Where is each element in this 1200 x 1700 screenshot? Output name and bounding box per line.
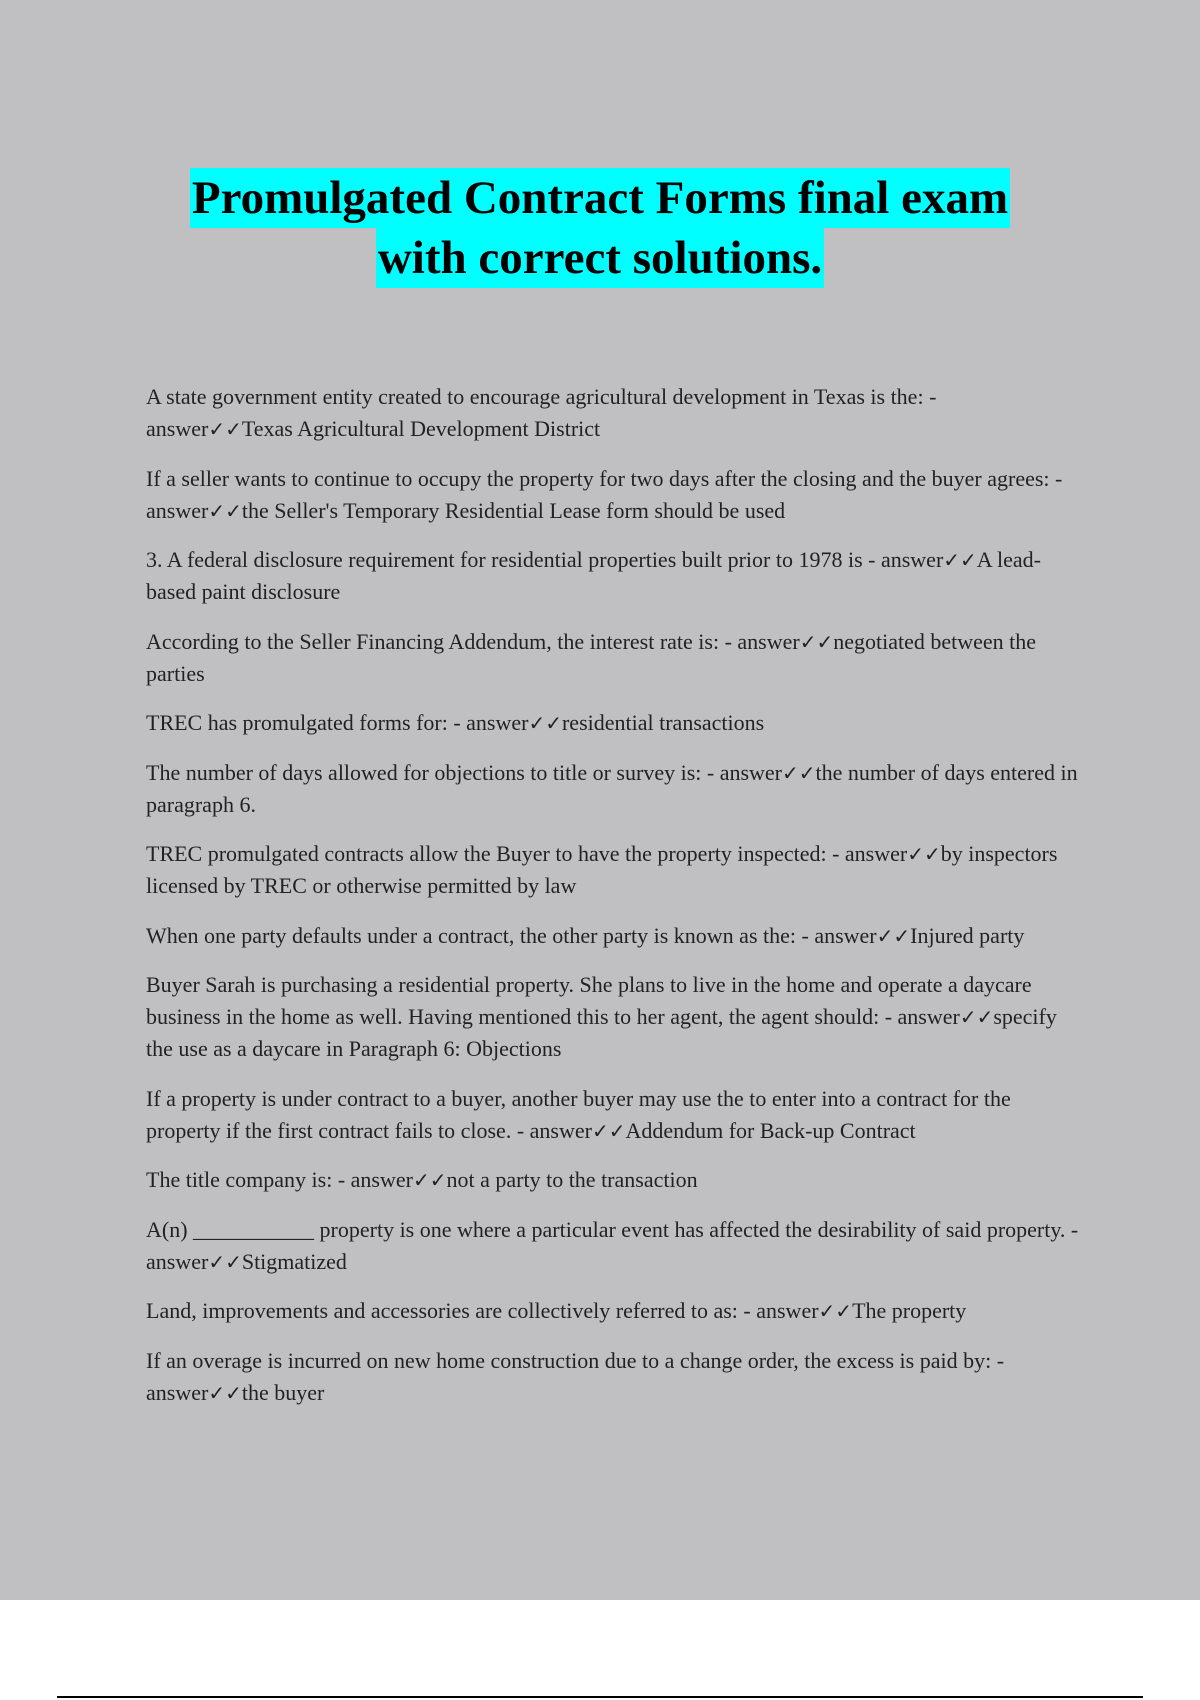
question-text: TREC has promulgated forms for: - answer bbox=[146, 710, 529, 735]
checkmark-icon: ✓✓ bbox=[959, 1005, 994, 1029]
question-text: If a seller wants to continue to occupy the property for two days after the closing and the buyer agrees: - answer bbox=[146, 465, 1063, 523]
answer-text: The property bbox=[852, 1298, 967, 1323]
qa-item-3 bbox=[146, 544, 1086, 608]
answer-text: the Seller's Temporary Residential Lease form should be used bbox=[241, 497, 786, 523]
checkmark-icon: ✓✓ bbox=[208, 498, 242, 523]
question-text: If a property is under contract to a buyer, another buyer may use the to enter into a contract for the property if the first contract fails to close. - answer bbox=[146, 1085, 1011, 1143]
question-text: Buyer Sarah is purchasing a residential property. She plans to live in the home and operate a daycare business in the home as well. Having mentioned this to her agent, the agent should: - answer bbox=[146, 972, 1032, 1029]
checkmark-icon: ✓✓ bbox=[782, 760, 816, 785]
question-text: TREC promulgated contracts allow the Buyer to have the property inspected: - answer bbox=[146, 841, 908, 866]
question-text: The number of days allowed for objections to title or survey is: - answer bbox=[146, 759, 783, 785]
qa-item-6 bbox=[146, 757, 1086, 821]
checkmark-icon: ✓✓ bbox=[591, 1118, 626, 1143]
qa-item-8 bbox=[146, 920, 1086, 952]
answer-text: negotiated between the parties bbox=[146, 628, 1037, 686]
qa-item-1 bbox=[146, 381, 1086, 445]
page-title-line-2: with correct solutions. bbox=[376, 228, 824, 288]
answer-text: Texas Agricultural Development District bbox=[241, 416, 601, 441]
answer-text: by inspectors licensed by TREC or otherwise permitted by law bbox=[146, 841, 1058, 898]
page-title-line-1: Promulgated Contract Forms final exam bbox=[190, 168, 1010, 228]
answer-text: Addendum for Back-up Contract bbox=[625, 1117, 916, 1143]
checkmark-icon: ✓✓ bbox=[412, 1168, 447, 1192]
answer-text: not a party to the transaction bbox=[446, 1167, 698, 1192]
question-text: A state government entity created to encourage agricultural development in Texas is the: - answer bbox=[146, 384, 937, 441]
qa-item-4 bbox=[146, 626, 1086, 690]
checkmark-icon: ✓✓ bbox=[208, 1249, 242, 1274]
question-text: A(n) ___________ property is one where a particular event has affected the desirability of said property. - answer bbox=[146, 1216, 1079, 1274]
question-text: If an overage is incurred on new home construction due to a change order, the excess is paid by: - answer bbox=[146, 1347, 1005, 1405]
question-text: According to the Seller Financing Addendum, the interest rate is: - answer bbox=[146, 628, 800, 654]
checkmark-icon: ✓✓ bbox=[818, 1299, 853, 1323]
checkmark-icon: ✓✓ bbox=[943, 548, 977, 572]
answer-text: the buyer bbox=[241, 1379, 325, 1405]
checkmark-icon: ✓✓ bbox=[907, 842, 941, 866]
qa-item-11 bbox=[146, 1164, 1086, 1196]
answer-text: A lead-based paint disclosure bbox=[146, 547, 1041, 604]
qa-item-9 bbox=[146, 969, 1086, 1065]
answer-text: residential transactions bbox=[561, 710, 765, 735]
question-text: The title company is: - answer bbox=[146, 1167, 413, 1192]
qa-item-13 bbox=[146, 1295, 1086, 1327]
answer-text: Injured party bbox=[910, 922, 1025, 948]
checkmark-icon: ✓✓ bbox=[208, 417, 242, 441]
checkmark-icon: ✓✓ bbox=[876, 923, 911, 948]
answer-text: Stigmatized bbox=[241, 1248, 347, 1274]
answer-text: the number of days entered in paragraph 6. bbox=[146, 759, 1078, 817]
checkmark-icon: ✓✓ bbox=[208, 1380, 242, 1405]
question-text: Land, improvements and accessories are collectively referred to as: - answer bbox=[146, 1298, 819, 1323]
qa-item-14 bbox=[146, 1345, 1086, 1409]
checkmark-icon: ✓✓ bbox=[799, 629, 834, 654]
footer-divider bbox=[57, 1696, 1143, 1698]
qa-item-12 bbox=[146, 1214, 1086, 1278]
qa-item-2 bbox=[146, 463, 1086, 527]
answer-text: specify the use as a daycare in Paragraph 6: Objections bbox=[146, 1004, 1057, 1061]
question-text: 3. A federal disclosure requirement for residential properties built prior to 1978 is - answer bbox=[146, 547, 944, 572]
checkmark-icon: ✓✓ bbox=[528, 711, 562, 735]
page-title bbox=[0, 168, 1200, 288]
question-list bbox=[146, 381, 1086, 1426]
question-text: When one party defaults under a contract, the other party is known as the: - answer bbox=[146, 922, 877, 948]
qa-item-7 bbox=[146, 838, 1086, 902]
qa-item-5 bbox=[146, 707, 1086, 739]
qa-item-10 bbox=[146, 1083, 1086, 1147]
